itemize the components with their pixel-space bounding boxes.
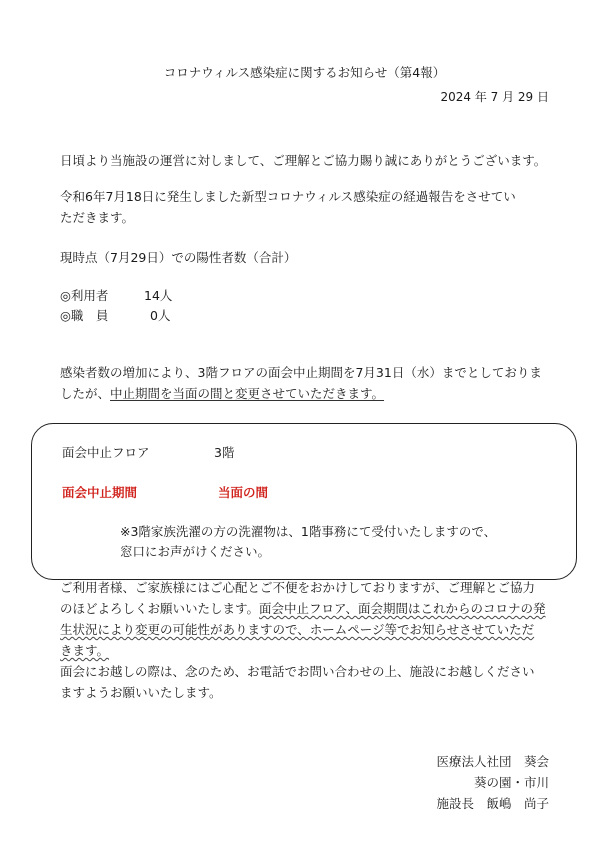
closing-paragraph <box>60 577 560 703</box>
count-value: 0人 <box>150 308 171 323</box>
change-paragraph <box>60 362 560 404</box>
closing-line: ますようお願いいたします。 <box>60 685 222 700</box>
closing-text: のほどよろしくお願いいたします。 <box>60 601 260 616</box>
closing-line-wavy: 生状況により変更の可能性がありますので、ホームページ等でお知らせさせていただ <box>60 622 535 637</box>
change-text: したが、 <box>60 386 111 401</box>
laundry-note-line: ※3階家族洗濯の方の洗濯物は、1階事務にて受付いたしますので、 <box>120 524 497 539</box>
closing-line: ご利用者様、ご家族様にはご心配とご不便をおかけしておりますが、ご理解とご協力 <box>60 580 536 595</box>
period-label: 面会中止期間 <box>62 485 138 500</box>
change-line: 感染者数の増加により、3階フロアの面会中止期間を7月31日（水）までとしておりま <box>60 365 542 380</box>
floor-value: 3階 <box>214 445 235 460</box>
count-row-residents <box>60 290 172 303</box>
greeting-text: 日頃より当施設の運営に対しまして、ご理解とご協力賜り誠にありがとうございます。 <box>60 153 547 168</box>
intro-paragraph <box>60 186 560 228</box>
intro-line: 令和6年7月18日に発生しました新型コロナウィルス感染症の経過報告をさせてい <box>60 189 516 204</box>
closing-line <box>60 598 560 619</box>
change-text-underlined: 中止期間を当面の間と変更させていただきます。 <box>110 386 385 401</box>
signature-facility: 葵の園・市川 <box>473 775 549 790</box>
notice-date: 2024 年 7 月 29 日 <box>440 90 549 104</box>
notice-title: コロナウィルス感染症に関するお知らせ（第4報） <box>163 65 446 80</box>
closing-line: 面会にお越しの際は、念のため、お電話でお問い合わせの上、施設にお越しください <box>60 664 535 679</box>
laundry-note-line: 窓口にお声がけください。 <box>120 544 271 559</box>
count-row-staff <box>60 310 170 323</box>
count-label: ◎職 員 <box>60 308 109 323</box>
period-value: 当面の間 <box>218 485 269 500</box>
closing-text-wavy: きます。 <box>60 643 110 658</box>
intro-line: ただきます。 <box>60 210 135 225</box>
closing-line <box>60 640 560 661</box>
status-heading: 現時点（7月29日）での陽性者数（合計） <box>60 250 297 265</box>
closing-text-wavy: 面会中止フロア、面会期間はこれからのコロナの発 <box>259 601 546 616</box>
change-line <box>60 383 560 404</box>
signature-organization: 医療法人社団 葵会 <box>436 754 549 769</box>
signature-director: 施設長 飯嶋 尚子 <box>436 796 549 811</box>
count-label: ◎利用者 <box>60 288 109 303</box>
count-value: 14人 <box>144 288 173 303</box>
floor-label: 面会中止フロア <box>62 445 150 460</box>
